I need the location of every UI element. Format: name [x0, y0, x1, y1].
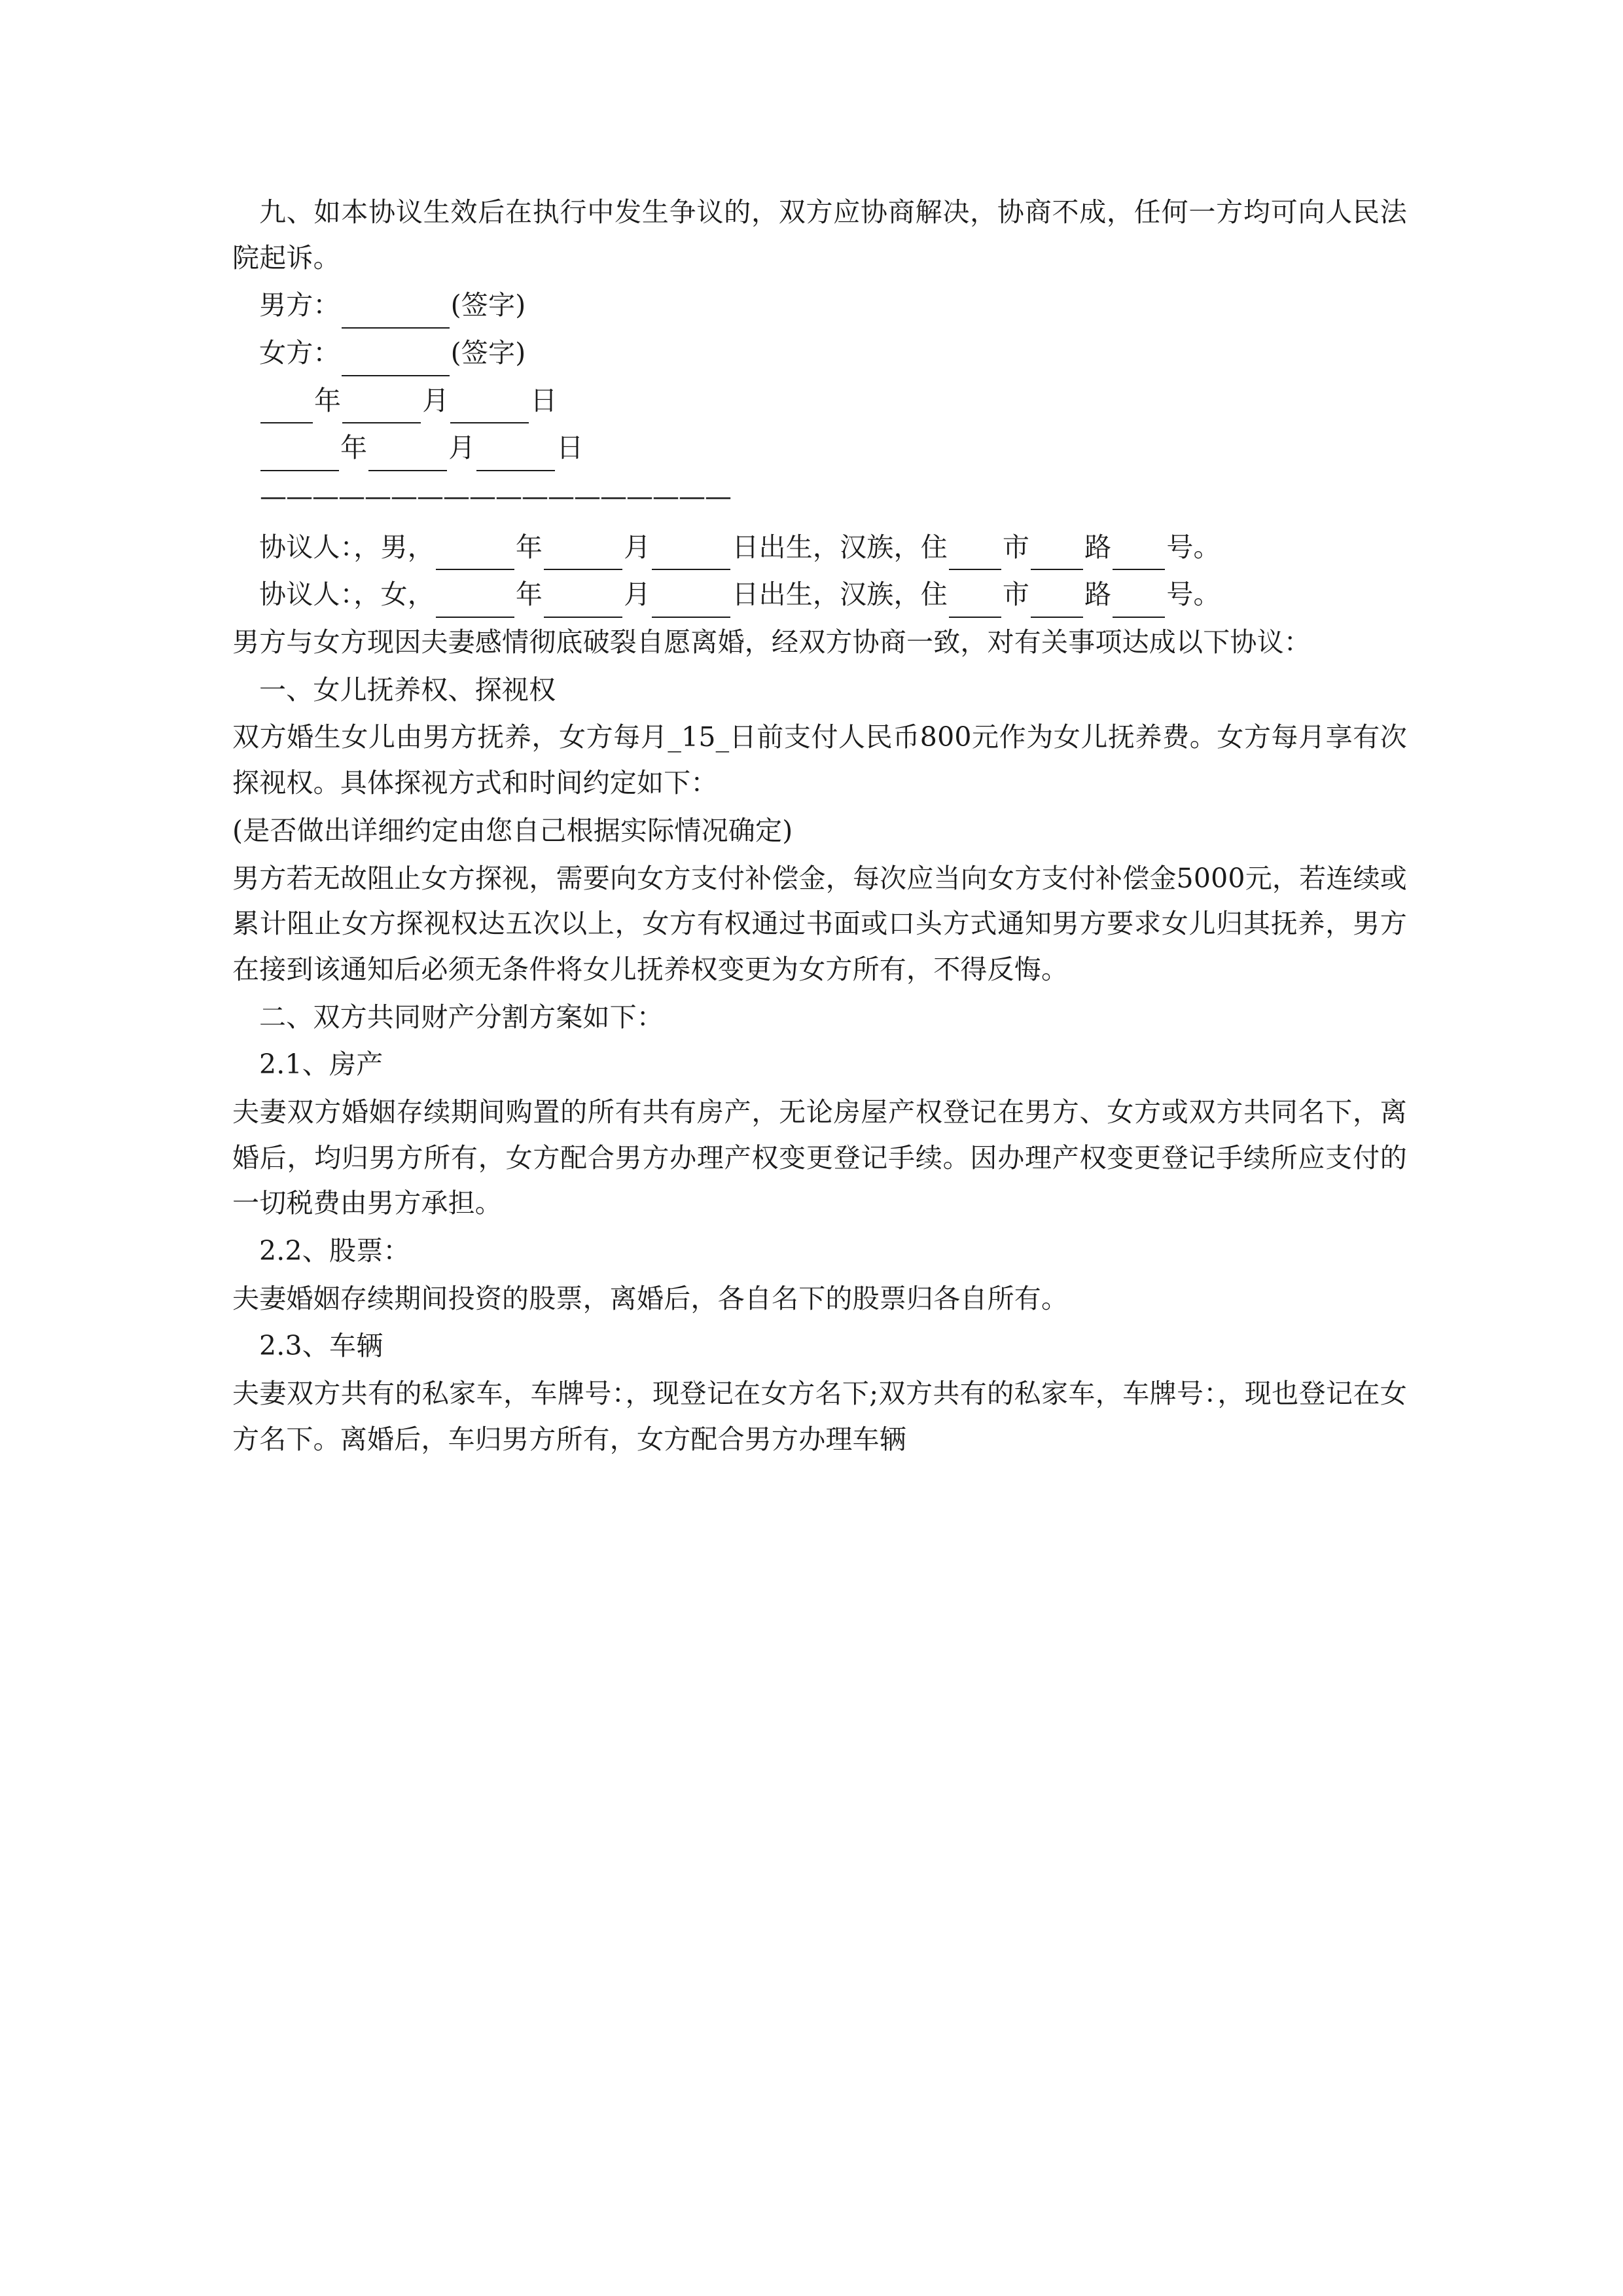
paragraph-custody-2: 男方若无故阻止女方探视，需要向女方支付补偿金，每次应当向女方支付补偿金5000元，若连续或累计阻止女方探视权达五次以上，女方有权通过书面或口头方式通知男方要求女儿归其抚养，男方在接到该通知后必须无条件将女儿抚养权变更为女方所有，不得反悔。 — [232, 862, 1407, 985]
party-female-city-blank[interactable] — [949, 588, 1001, 618]
party-female-year-blank[interactable] — [436, 588, 514, 618]
party-female-day-blank[interactable] — [652, 588, 730, 618]
date1-month-label: 月 — [422, 384, 450, 416]
heading-item-2-2: 2.2、股票： — [259, 1235, 410, 1267]
party-male-day-blank[interactable] — [652, 541, 730, 570]
paragraph-custody-1: 双方婚生女儿由男方抚养，女方每月_15_日前支付人民币800元作为女儿抚养费。女方每月享有次探视权。具体探视方式和时间约定如下： — [232, 721, 1407, 799]
party-male-city-label: 市 — [1002, 531, 1030, 563]
signature-female-suffix: (签字) — [450, 337, 526, 369]
heading-section-one: 一、女儿抚养权、探视权 — [259, 673, 556, 706]
date1-year-label: 年 — [314, 384, 342, 416]
heading-item-2-1: 2.1、房产 — [259, 1049, 383, 1081]
paragraph-party-female-info — [232, 572, 1407, 618]
date2-month-blank[interactable] — [368, 442, 447, 471]
party-female-road-label: 路 — [1084, 579, 1112, 611]
date2-day-label: 日 — [556, 432, 584, 464]
signature-male-suffix: (签字) — [450, 289, 526, 321]
document-body — [232, 190, 1407, 1462]
party-male-month-label: 月 — [624, 531, 651, 563]
party-male-prefix: 协议人：，男， — [259, 531, 435, 563]
party-female-road-blank[interactable] — [1031, 588, 1083, 618]
paragraph-party-male-info — [232, 525, 1407, 571]
paragraph-signature-female — [232, 331, 1407, 376]
party-female-city-label: 市 — [1002, 579, 1030, 611]
signature-female-blank[interactable] — [342, 347, 450, 376]
paragraph-item-2-2-body: 夫妻婚姻存续期间投资的股票，离婚后，各自名下的股票归各自所有。 — [232, 1282, 1069, 1314]
party-male-month-blank[interactable] — [544, 541, 622, 570]
party-male-year-blank[interactable] — [436, 541, 514, 570]
date1-year-blank[interactable] — [260, 394, 313, 423]
party-male-number-blank[interactable] — [1113, 541, 1165, 570]
heading-item-2-3: 2.3、车辆 — [259, 1330, 383, 1362]
date1-month-blank[interactable] — [342, 394, 421, 423]
date1-day-blank[interactable] — [450, 394, 529, 423]
date1-day-label: 日 — [530, 384, 558, 416]
party-male-number-label: 号。 — [1166, 531, 1221, 563]
paragraph-preamble: 男方与女方现因夫妻感情彻底破裂自愿离婚，经双方协商一致，对有关事项达成以下协议： — [232, 626, 1311, 658]
paragraph-date-line-1 — [232, 378, 1407, 424]
date2-year-blank[interactable] — [260, 442, 339, 471]
date2-year-label: 年 — [340, 432, 368, 464]
party-female-month-blank[interactable] — [544, 588, 622, 618]
paragraph-signature-male — [232, 283, 1407, 329]
paragraph-clause-nine: 九、如本协议生效后在执行中发生争议的，双方应协商解决，协商不成，任何一方均可向人民法院起诉。 — [232, 196, 1407, 274]
party-female-month-label: 月 — [624, 579, 651, 611]
party-male-birth-label: 日出生，汉族，住 — [732, 531, 948, 563]
section-divider: —————————————————— — [260, 480, 731, 512]
paragraph-item-2-1-body: 夫妻双方婚姻存续期间购置的所有共有房产，无论房屋产权登记在男方、女方或双方共同名下，离婚后，均归男方所有，女方配合男方办理产权变更登记手续。因办理产权变更登记手续所应支付的一切税费由男方承担。 — [232, 1096, 1407, 1219]
party-female-number-blank[interactable] — [1113, 588, 1165, 618]
date2-month-label: 月 — [448, 432, 476, 464]
signature-male-blank[interactable] — [342, 299, 450, 329]
heading-section-two: 二、双方共同财产分割方案如下： — [259, 1001, 664, 1033]
paragraph-date-line-2 — [232, 425, 1407, 471]
party-female-year-label: 年 — [515, 579, 543, 611]
signature-female-label: 女方： — [259, 337, 340, 369]
party-female-number-label: 号。 — [1166, 579, 1221, 611]
date2-day-blank[interactable] — [476, 442, 555, 471]
paragraph-item-2-3-body: 夫妻双方共有的私家车，车牌号：，现登记在女方名下;双方共有的私家车，车牌号：，现也登记在女方名下。离婚后，车归男方所有，女方配合男方办理车辆 — [232, 1378, 1407, 1455]
paragraph-custody-note: (是否做出详细约定由您自己根据实际情况确定) — [232, 814, 793, 846]
party-male-road-label: 路 — [1084, 531, 1112, 563]
party-male-road-blank[interactable] — [1031, 541, 1083, 570]
party-male-city-blank[interactable] — [949, 541, 1001, 570]
party-female-prefix: 协议人：，女， — [259, 579, 435, 611]
party-female-birth-label: 日出生，汉族，住 — [732, 579, 948, 611]
signature-male-label: 男方： — [259, 289, 340, 321]
party-male-year-label: 年 — [515, 531, 543, 563]
